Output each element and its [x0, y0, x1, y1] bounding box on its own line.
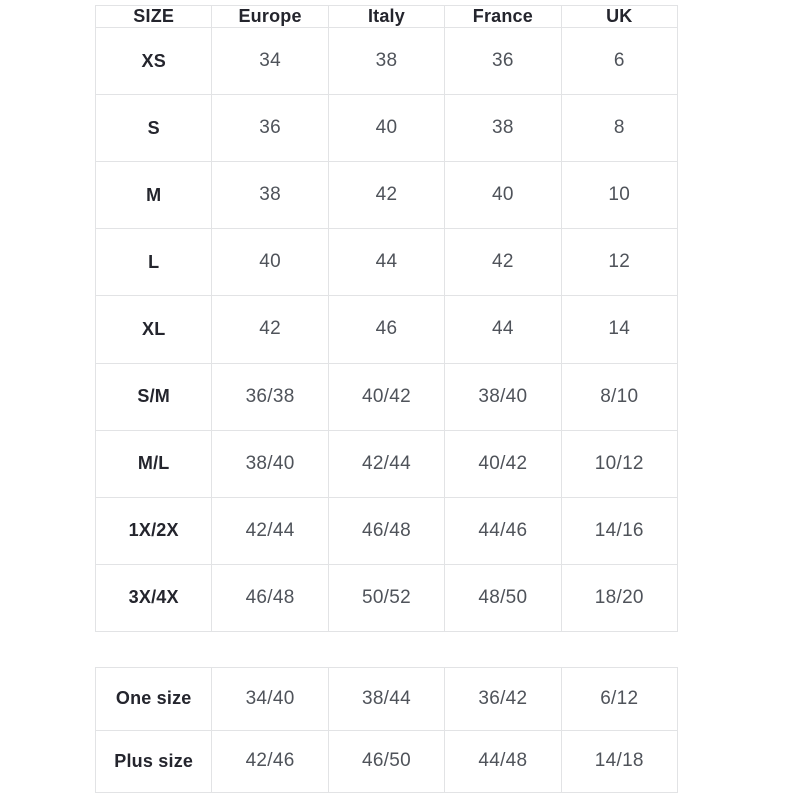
- size-value-cell: 46/50: [328, 730, 444, 793]
- table-row: [96, 162, 678, 229]
- size-label-cell: M/L: [96, 430, 212, 497]
- column-header-cell: SIZE: [96, 6, 212, 28]
- size-value-cell: 12: [561, 229, 677, 296]
- size-value-cell: 38/40: [212, 430, 328, 497]
- size-value-cell: 48/50: [445, 564, 561, 631]
- size-value-cell: 50/52: [328, 564, 444, 631]
- size-value-cell: 42: [212, 296, 328, 363]
- size-label-cell: 3X/4X: [96, 564, 212, 631]
- size-value-cell: 42/46: [212, 730, 328, 793]
- size-value-cell: 36: [445, 28, 561, 95]
- table-row: [96, 497, 678, 564]
- table-row: [96, 28, 678, 95]
- table-row: [96, 730, 678, 793]
- table-row: [96, 430, 678, 497]
- size-label-cell: Plus size: [96, 730, 212, 793]
- column-header-cell: France: [445, 6, 561, 28]
- size-value-cell: 18/20: [561, 564, 677, 631]
- size-label-cell: S/M: [96, 363, 212, 430]
- special-sizes-table-body: [96, 668, 678, 793]
- table-row: [96, 564, 678, 631]
- size-value-cell: 46: [328, 296, 444, 363]
- size-value-cell: 40/42: [445, 430, 561, 497]
- size-value-cell: 42/44: [212, 497, 328, 564]
- table-row: [96, 95, 678, 162]
- size-label-cell: S: [96, 95, 212, 162]
- header-row: [96, 6, 678, 28]
- size-value-cell: 38/40: [445, 363, 561, 430]
- size-value-cell: 14: [561, 296, 677, 363]
- size-value-cell: 34: [212, 28, 328, 95]
- size-value-cell: 42/44: [328, 430, 444, 497]
- size-value-cell: 8: [561, 95, 677, 162]
- size-value-cell: 8/10: [561, 363, 677, 430]
- size-label-cell: XL: [96, 296, 212, 363]
- size-label-cell: XS: [96, 28, 212, 95]
- size-value-cell: 44/48: [445, 730, 561, 793]
- special-sizes-table: [95, 667, 678, 793]
- size-value-cell: 14/16: [561, 497, 677, 564]
- size-value-cell: 42: [328, 162, 444, 229]
- table-row: [96, 296, 678, 363]
- size-value-cell: 6: [561, 28, 677, 95]
- size-value-cell: 44/46: [445, 497, 561, 564]
- size-value-cell: 38: [212, 162, 328, 229]
- size-value-cell: 36/38: [212, 363, 328, 430]
- size-value-cell: 40/42: [328, 363, 444, 430]
- size-value-cell: 40: [445, 162, 561, 229]
- column-header-cell: UK: [561, 6, 677, 28]
- size-value-cell: 42: [445, 229, 561, 296]
- size-value-cell: 38: [328, 28, 444, 95]
- size-value-cell: 38: [445, 95, 561, 162]
- column-header-cell: Italy: [328, 6, 444, 28]
- size-value-cell: 44: [445, 296, 561, 363]
- size-value-cell: 40: [212, 229, 328, 296]
- size-label-cell: One size: [96, 668, 212, 731]
- size-value-cell: 38/44: [328, 668, 444, 731]
- size-conversion-table-body: [96, 28, 678, 632]
- table-row: [96, 229, 678, 296]
- size-value-cell: 10/12: [561, 430, 677, 497]
- size-conversion-table-header: [96, 6, 678, 28]
- size-value-cell: 34/40: [212, 668, 328, 731]
- size-value-cell: 14/18: [561, 730, 677, 793]
- size-value-cell: 36/42: [445, 668, 561, 731]
- table-row: [96, 668, 678, 731]
- size-value-cell: 6/12: [561, 668, 677, 731]
- size-conversion-table: [95, 5, 678, 632]
- table-row: [96, 363, 678, 430]
- size-value-cell: 46/48: [212, 564, 328, 631]
- size-value-cell: 10: [561, 162, 677, 229]
- size-value-cell: 46/48: [328, 497, 444, 564]
- size-value-cell: 36: [212, 95, 328, 162]
- size-label-cell: M: [96, 162, 212, 229]
- size-value-cell: 40: [328, 95, 444, 162]
- size-label-cell: L: [96, 229, 212, 296]
- size-value-cell: 44: [328, 229, 444, 296]
- size-label-cell: 1X/2X: [96, 497, 212, 564]
- column-header-cell: Europe: [212, 6, 328, 28]
